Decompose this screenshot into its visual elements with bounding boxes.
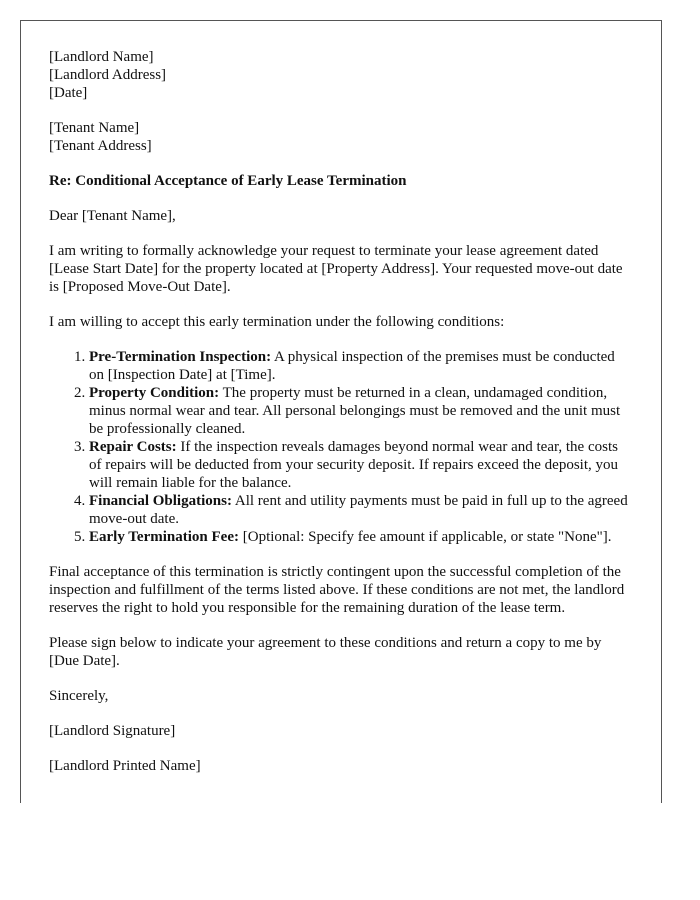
condition-text: The property must be returned in a clean, undamaged condition, minus normal wear and tear. All personal belongings must be removed and the unit must be professionally cleaned. <box>89 385 621 437</box>
sender-block <box>49 48 633 102</box>
condition-title: Early Termination Fee: <box>89 529 239 545</box>
condition-item <box>89 384 633 438</box>
recipient-name: [Tenant Name] <box>49 120 140 136</box>
signature-placeholder: [Landlord Signature] <box>49 723 176 739</box>
sender-address: [Landlord Address] <box>49 67 167 83</box>
condition-text: A physical inspection of the premises must be conducted on [Inspection Date] at [Time]. <box>89 349 615 383</box>
condition-title: Repair Costs: <box>89 439 177 455</box>
letter-page <box>20 20 662 803</box>
condition-item <box>89 528 633 546</box>
conditions-intro: I am willing to accept this early termination under the following conditions: <box>49 314 505 330</box>
condition-text: If the inspection reveals damages beyond normal wear and tear, the costs of repairs will be deducted from your security deposit. If repairs exceed the deposit, you will remain liable for the balance. <box>89 439 618 491</box>
conditions-list <box>49 348 633 546</box>
condition-text: [Optional: Specify fee amount if applicable, or state "None"]. <box>239 529 612 545</box>
condition-title: Property Condition: <box>89 385 220 401</box>
sender-name: [Landlord Name] <box>49 49 154 65</box>
condition-item <box>89 438 633 492</box>
condition-title: Financial Obligations: <box>89 493 232 509</box>
letter-date: [Date] <box>49 85 88 101</box>
salutation: Dear [Tenant Name], <box>49 208 176 224</box>
printed-name: [Landlord Printed Name] <box>49 758 201 774</box>
recipient-block <box>49 119 633 155</box>
condition-title: Pre-Termination Inspection: <box>89 349 272 365</box>
request-paragraph: Please sign below to indicate your agreement to these conditions and return a copy to me by [Due Date]. <box>49 635 602 669</box>
recipient-address: [Tenant Address] <box>49 138 152 154</box>
condition-item <box>89 492 633 528</box>
contingency-paragraph: Final acceptance of this termination is strictly contingent upon the successful completion of the inspection and fulfillment of the terms listed above. If these conditions are not met, the landlord reserves the right to hold you responsible for the remaining duration of the lease term. <box>49 564 625 616</box>
condition-item <box>89 348 633 384</box>
intro-paragraph: I am writing to formally acknowledge your request to terminate your lease agreement dated [Lease Start Date] for the property located at [Property Address]. Your requested move-out date is [Proposed Move-Out Date]. <box>49 243 623 295</box>
subject-line <box>49 172 633 190</box>
closing: Sincerely, <box>49 688 109 704</box>
condition-text: All rent and utility payments must be paid in full up to the agreed move-out date. <box>89 493 628 527</box>
subject-text: Re: Conditional Acceptance of Early Lease Termination <box>49 173 407 189</box>
